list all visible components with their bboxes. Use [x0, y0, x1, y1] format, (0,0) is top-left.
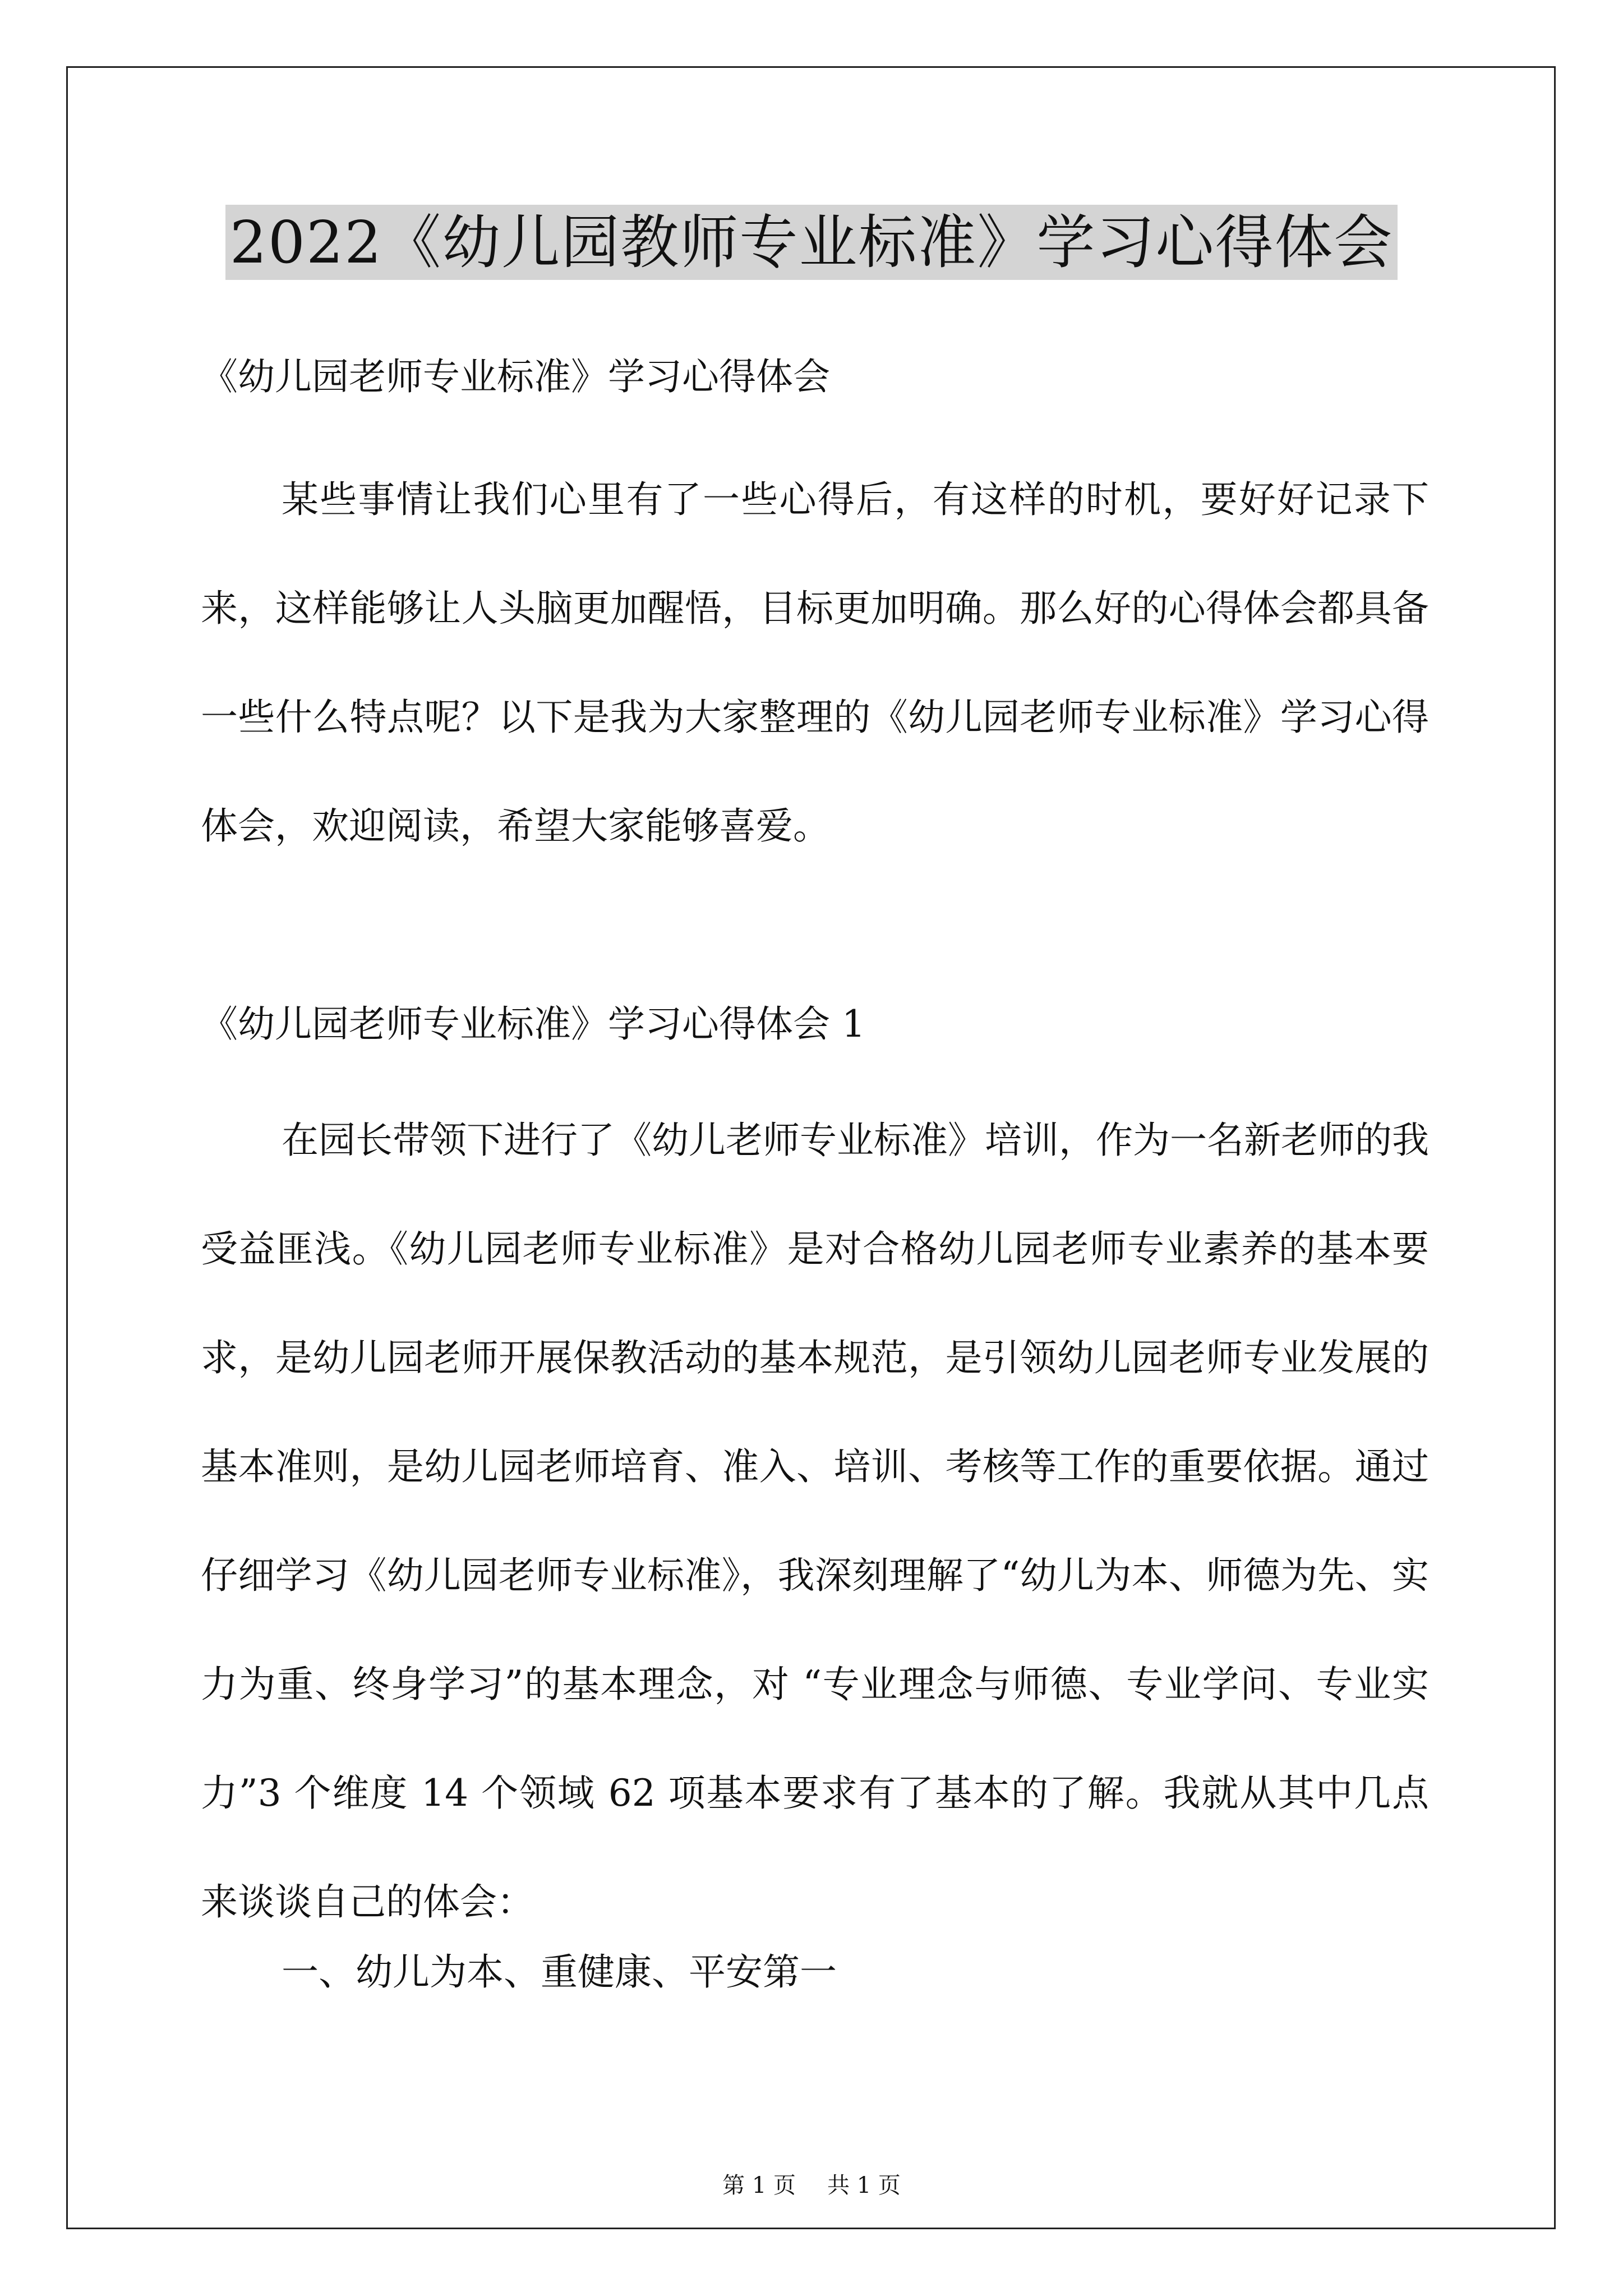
section-heading: 《幼儿园老师专业标准》学习心得体会 1 [201, 1002, 865, 1046]
document-title-text: 2022《幼儿园教师专业标准》学习心得体会 [225, 205, 1398, 280]
page-number: 第 1 页 [722, 2173, 796, 2198]
point-heading: 一、幼儿为本、重健康、平安第一 [282, 1950, 837, 1994]
page-footer [0, 2172, 1623, 2199]
intro-paragraph: 某些事情让我们心里有了一些心得后，有这样的时机，要好好记录下来，这样能够让人头脑更加醒悟，目标更加明确。那么好的心得体会都具备一些什么特点呢？以下是我为大家整理的《幼儿园老师专业标准》学习心得体会，欢迎阅读，希望大家能够喜爱。 [201, 478, 1429, 848]
document-subtitle: 《幼儿园老师专业标准》学习心得体会 [201, 355, 830, 398]
document-title [0, 206, 1623, 278]
page-total: 共 1 页 [827, 2173, 901, 2198]
body-paragraph: 在园长带领下进行了《幼儿老师专业标准》培训，作为一名新老师的我受益匪浅。《幼儿园老师专业标准》是对合格幼儿园老师专业素养的基本要求，是幼儿园老师开展保教活动的基本规范，是引领幼儿园老师专业发展的基本准则，是幼儿园老师培育、准入、培训、考核等工作的重要依据。通过仔细学习《幼儿园老师专业标准》，我深刻理解了“幼儿为本、师德为先、实力为重、终身学习”的基本理念，对 “专业理念与师德、专业学问、专业实力”3 个维度 14 个领域 62 项基本要求有了基本的了解。我就从其中几点来谈谈自己的体会： [201, 1119, 1429, 1924]
